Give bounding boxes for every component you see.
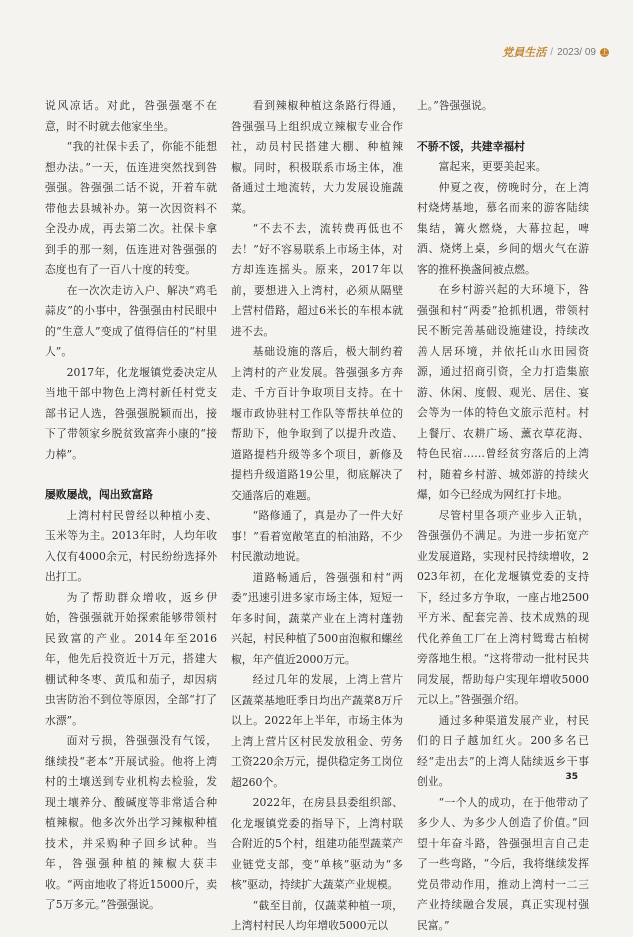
running-header: 党員生活 / 2023/ 09 上 (502, 46, 608, 59)
paragraph: 2022年，在房县县委组织部、化龙堰镇党委的指导下，上湾村联合附近的5个村，组建功能型蔬菜产业链党支部，变“单核”驱动为“多核”驱动，持续扩大蔬菜产业规模。 (231, 796, 403, 891)
article-column-1 (45, 96, 217, 916)
paragraph: 在一次次走访入户、解决“鸡毛蒜皮”的小事中，咎强强由村民眼中的“生意人”变成了值得信任的“村里人”。 (45, 283, 217, 358)
paragraph: 上湾村村民曾经以种植小麦、玉米等为主。2013年时，人均年收入仅有4000余元，村民纷纷选择外出打工。 (45, 508, 217, 583)
paragraph: 2017年，化龙堰镇党委决定从当地干部中物色上湾村新任村党支部书记人选，咎强强脱颖而出，接下了带领家乡脱贫致富奔小康的“接力棒”。 (45, 365, 217, 461)
page-number: 35 (565, 772, 578, 782)
paragraph: 面对亏损，咎强强没有气馁，继续投“老本”开展试验。他将上湾村的土壤送到专业机构去检验，发现土壤养分、酸碱度等非常适合种植辣椒。他多次外出学习辣椒种植技术，并采购种子回乡试种。当年，咎强强种植的辣椒大获丰收。“两亩地收了将近15000斤，卖了5万多元。”咎强强说。 (45, 734, 217, 911)
paragraph: 尽管村里各项产业步入正轨，咎强强仍不满足。为进一步拓宽产业发展道路，实现村民持续增收，2023年初，在化龙堰镇党委的支持下，经过多方争取，一座占地2500平方米、配套完善、技术成熟的现代化养鱼工厂在上湾村鸳鸯古柏树旁落地生根。“这将带动一批村民共同发展，帮助每户实现年增收5000元以上。”咎强强介绍。 (417, 508, 589, 706)
article-column-2 (231, 96, 403, 937)
paragraph: “我的社保卡丢了，你能不能想想办法。”一天，伍连进突然找到咎强强。咎强强二话不说，开着车就带他去县城补办。第一次因资料不全没办成，再去第二次。社保卡拿到手的那一刻，伍连进对咎强强的态度也有了一百八十度的转变。 (45, 140, 217, 276)
paragraph: 基础设施的落后，极大制约着上湾村的产业发展。咎强强多方奔走、千方百计争取项目支持。在十堰市政协驻村工作队等帮扶单位的帮助下，他争取到了以提升改造、道路提档升级等多个项目，新修及提档升级道路19公里，彻底解决了交通落后的难题。 (231, 345, 403, 502)
paragraph: “一个人的成功，在于他带动了多少人、为多少人创造了价值。”回望十年奋斗路，咎强强坦言自己走了一些弯路，“今后，我将继续发挥党员带动作用，推动上湾村一二三产业持续融合发展，真正实现村强民富。” (417, 795, 589, 932)
issue-date: 2023/ 09 (557, 46, 596, 58)
magazine-logo: 党員生活 (502, 46, 547, 59)
paragraph: “截至目前，仅蔬菜种植一项，上湾村村民人均年增收5000元以 (231, 898, 403, 932)
paragraph: 上。”咎强强说。 (417, 99, 493, 112)
article-column-3 (417, 96, 589, 936)
section-badge: 上 (601, 48, 608, 56)
paragraph: 说风凉话。对此，咎强强毫不在意，时不时就去他家坐坐。 (45, 99, 217, 133)
paragraph: 仲夏之夜，傍晚时分，在上湾村烧烤基地，慕名而来的游客陆续集结，篝火燃烧，大幕拉起，啤酒、烧烤上桌，乡间的烟火气在游客的推杯换盏间被点燃。 (417, 180, 589, 276)
paragraph: 为了帮助群众增收，返乡伊始，咎强强就开始探索能够带领村民致富的产业。2014年至2016年，他先后投资近十万元，搭建大棚试种冬枣、黄瓜和茄子，却因病虫害防治不到位等原因，全部“打了水漂”。 (45, 590, 217, 727)
paragraph: 富起来，更要美起来。 (438, 160, 547, 173)
paragraph: 在乡村游兴起的大环境下，咎强强和村“两委”抢抓机遇，带领村民不断完善基础设施建设，持续改善人居环境，并依托山水田园资源，通过招商引资，全力打造集旅游、休闲、度假、观光、居住、宴会等为一体的特色文旅示范村。村上餐厅、农耕广场、薰衣草花海、特色民宿……曾经贫穷落后的上湾村，随着乡村游、城郊游的持续火爆，如今已经成为网红打卡地。 (417, 283, 589, 501)
paragraph: “不去不去，流转费再低也不去！”好不容易联系上市场主体，对方却连连摇头。原来，2017年以前，要想进入上湾村，必须从隔壁上营村借路，超过6米长的车根本就进不去。 (231, 222, 403, 338)
paragraph: 看到辣椒种植这条路行得通，咎强强马上组织成立辣椒专业合作社，动员村民搭建大棚、种植辣椒。同时，积极联系市场主体，准备通过土地流转，大力发展设施蔬菜。 (231, 99, 403, 215)
paragraph: 经过几年的发展，上湾上营片区蔬菜基地旺季日均出产蔬菜8万斤以上。2022年上半年，市场主体为上湾上营片区村民发放租金、劳务工资220余万元，提供稳定务工岗位超260个。 (231, 673, 403, 789)
paragraph: 道路畅通后，咎强强和村“两委”迅速引进多家市场主体，短短一年多时间，蔬菜产业在上湾村蓬勃兴起，村民种植了500亩泡椒和螺丝椒，年产值近2000万元。 (231, 570, 403, 666)
section-heading: 屡败屡战，闯出致富路 (45, 488, 153, 501)
paragraph: “路修通了，真是办了一件大好事！”看着宽敞笔直的柏油路，不少村民激动地说。 (231, 509, 403, 563)
section-heading: 不骄不馁，共建幸福村 (417, 139, 525, 153)
paragraph: 通过多种渠道发展产业，村民们的日子越加红火。200多名已经“走出去”的上湾人陆续返乡干事创业。 (417, 713, 589, 788)
